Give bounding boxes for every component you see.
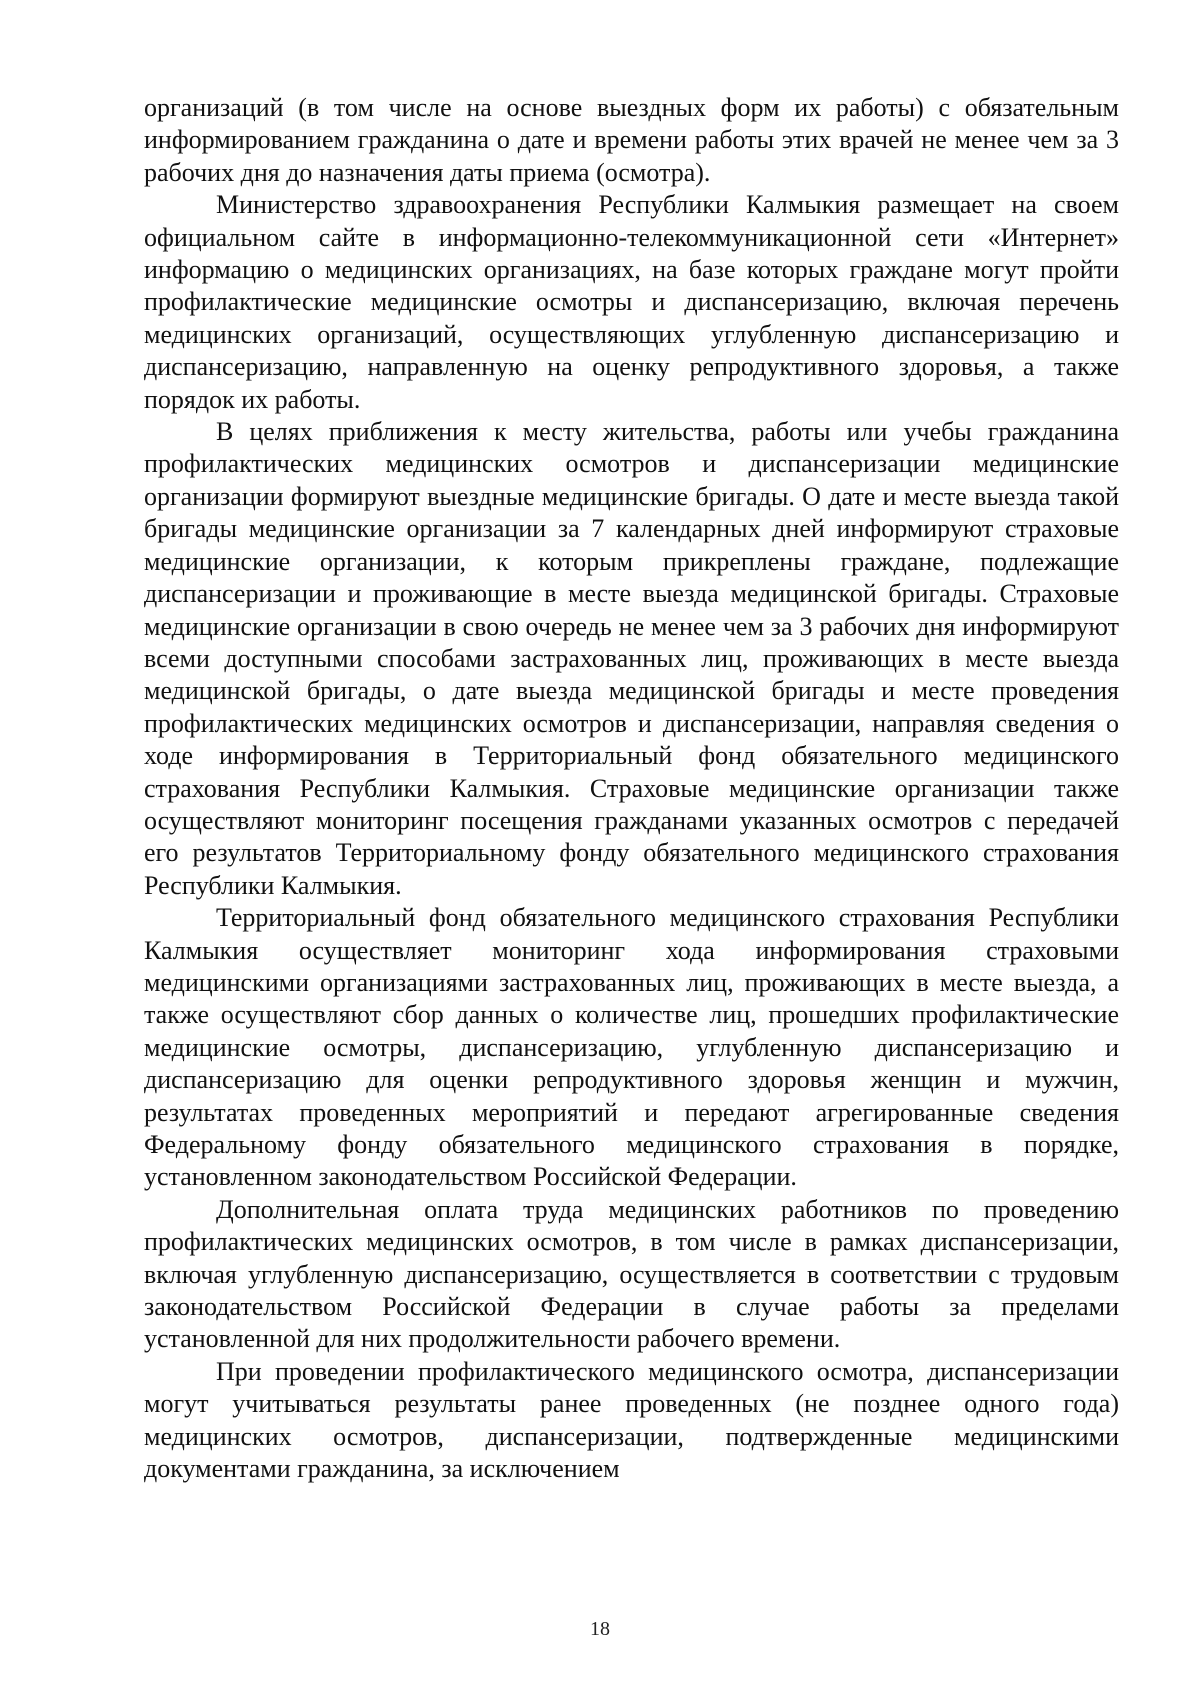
- paragraph-mobile-brigades: В целях приближения к месту жительства, работы или учебы гражданина профилактических медицинских осмотров и диспансеризации медицинские организации формируют выездные медицинские бригады. О дате и месте выезда такой бригады медицинские организации за 7 календарных дней информируют страховые медицинские организации, к которым прикреплены граждане, подлежащие диспансеризации и проживающие в месте выезда медицинской бригады. Страховые медицинские организации в свою очередь не менее чем за 3 рабочих дня информируют всеми доступными способами застрахованных лиц, проживающих в месте выезда медицинской бригады, о дате выезда медицинской бригады и месте проведения профилактических медицинских осмотров и диспансеризации, направляя сведения о ходе информирования в Территориальный фонд обязательного медицинского страхования Республики Калмыкия. Страховые медицинские организации также осуществляют мониторинг посещения гражданами указанных осмотров с передачей его результатов Территориальному фонду обязательного медицинского страхования Республики Калмыкия.: [144, 417, 1119, 900]
- page-number: 18: [590, 1618, 610, 1640]
- paragraph-ministry-website: Министерство здравоохранения Республики Калмыкия размещает на своем официальном сайте в информационно-телекоммуникационной сети «Интернет» информацию о медицинских организациях, на базе которых граждане могут пройти профилактические медицинские осмотры и диспансеризацию, включая перечень медицинских организаций, осуществляющих углубленную диспансеризацию и диспансеризацию, направленную на оценку репродуктивного здоровья, а также порядок их работы.: [144, 190, 1119, 414]
- paragraph-prior-results: При проведении профилактического медицинского осмотра, диспансеризации могут учитываться результаты ранее проведенных (не позднее одного года) медицинских осмотров, диспансеризации, подтвержденные медицинскими документами гражданина, за исключением: [144, 1356, 1119, 1484]
- paragraph-territorial-fund: Территориальный фонд обязательного медицинского страхования Республики Калмыкия осуществляет мониторинг хода информирования страховыми медицинскими организациями застрахованных лиц, проживающих в месте выезда, а также осуществляют сбор данных о количестве лиц, прошедших профилактические медицинские осмотры, диспансеризацию, углубленную диспансеризацию и диспансеризацию для оценки репродуктивного здоровья женщин и мужчин, результатах проведенных мероприятий и передают агрегированные сведения Федеральному фонду обязательного медицинского страхования в порядке, установленном законодательством Российской Федерации.: [144, 903, 1119, 1192]
- document-body: [144, 92, 1119, 1485]
- paragraph-additional-pay: Дополнительная оплата труда медицинских работников по проведению профилактических медицинских осмотров, в том числе в рамках диспансеризации, включая углубленную диспансеризацию, осуществляется в соответствии с трудовым законодательством Российской Федерации в случае работы за пределами установленной для них продолжительности рабочего времени.: [144, 1194, 1119, 1354]
- paragraph-continuation: организаций (в том числе на основе выездных форм их работы) с обязательным информированием гражданина о дате и времени работы этих врачей не менее чем за 3 рабочих дня до назначения даты приема (осмотра).: [144, 93, 1119, 187]
